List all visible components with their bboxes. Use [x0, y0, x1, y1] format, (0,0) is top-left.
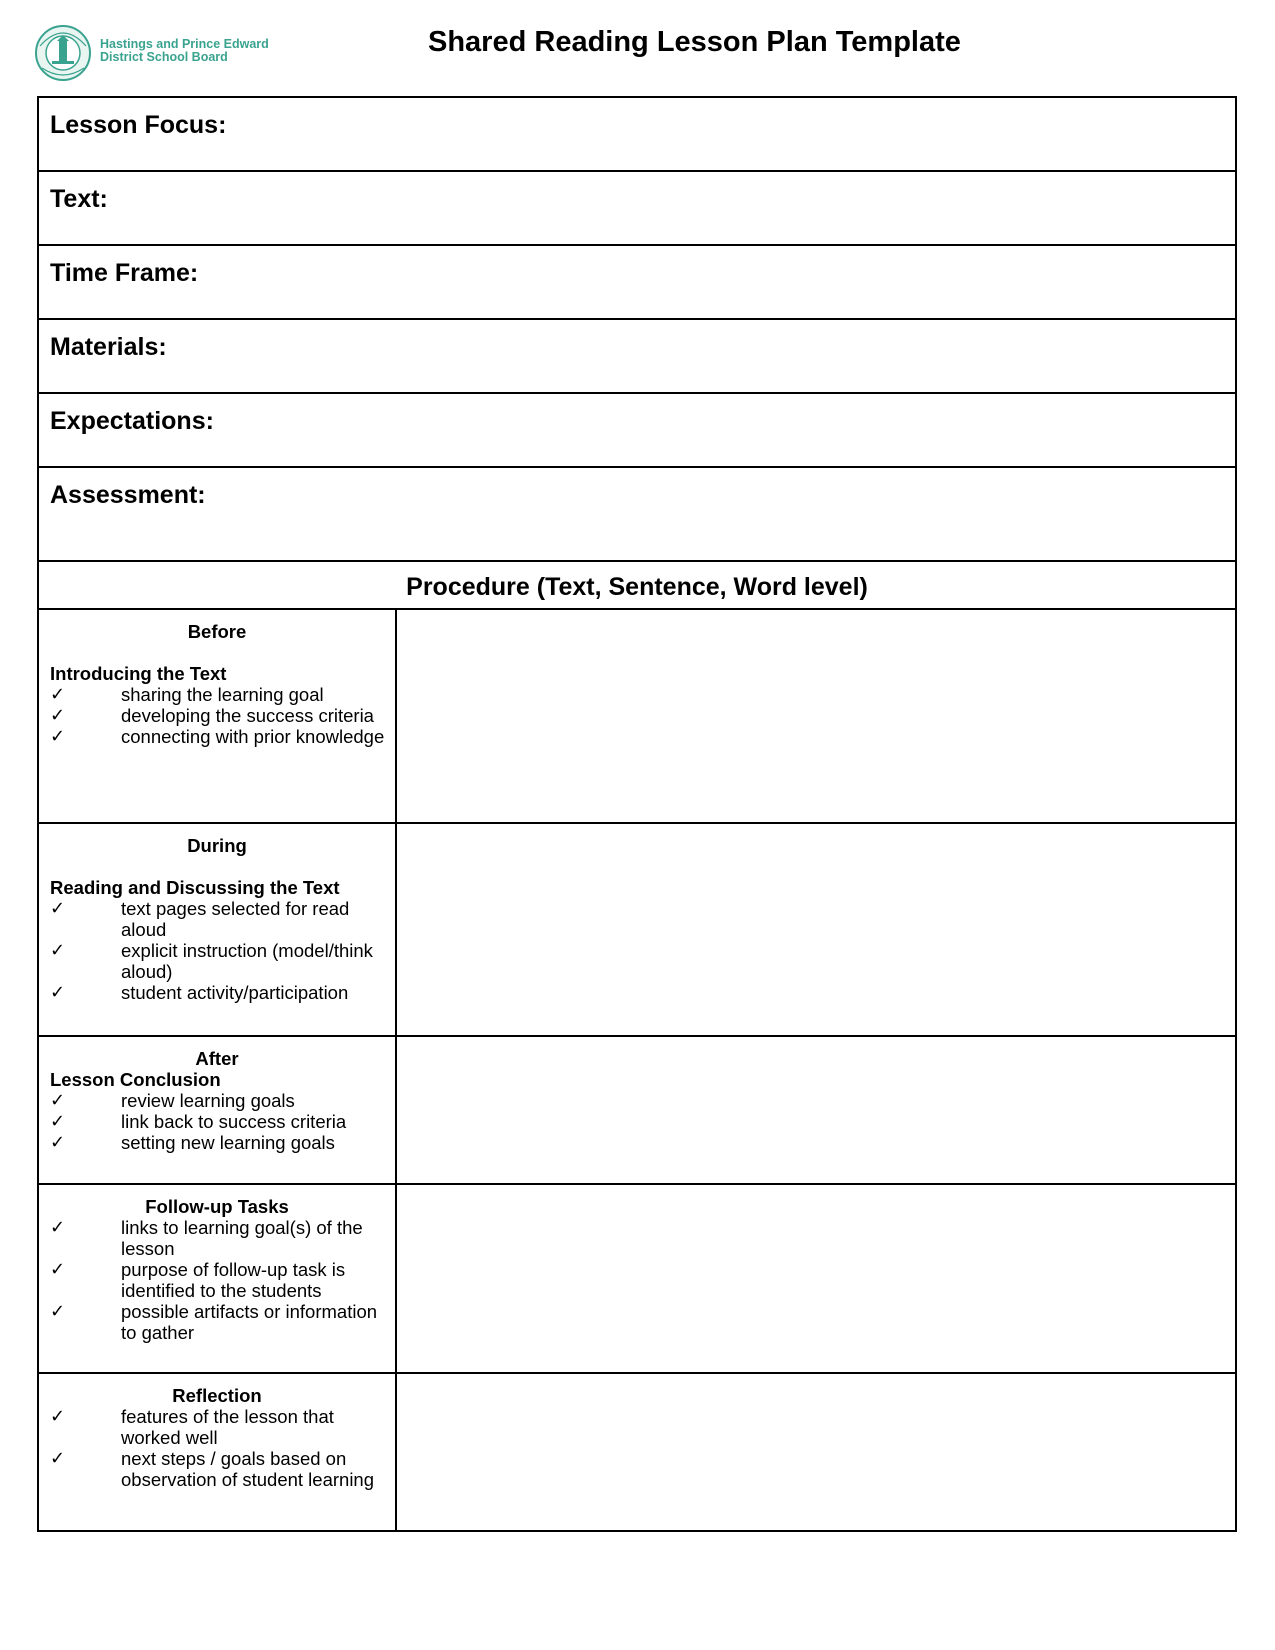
stage-guide — [39, 1037, 395, 1183]
list-item — [50, 1217, 385, 1259]
check-icon: ✓ — [50, 1132, 66, 1153]
stage-subtitle: Reading and Discussing the Text — [50, 877, 340, 898]
check-icon: ✓ — [50, 684, 66, 705]
stage-title: Reflection — [172, 1385, 262, 1406]
checklist — [50, 684, 385, 747]
check-icon: ✓ — [50, 1406, 66, 1427]
stage-notes-follow-up[interactable] — [397, 1185, 1235, 1372]
page-title: Shared Reading Lesson Plan Template — [428, 26, 961, 58]
field-label: Materials: — [50, 333, 167, 361]
item-text: next steps / goals based on observation of student learning — [121, 1448, 375, 1490]
item-text: link back to success criteria — [121, 1111, 347, 1132]
list-item — [50, 684, 385, 705]
list-item — [50, 1090, 385, 1111]
stage-after — [39, 1037, 1235, 1185]
field-label: Assessment: — [50, 481, 206, 509]
stage-follow-up — [39, 1185, 1235, 1374]
field-lesson-focus[interactable] — [39, 98, 1235, 172]
item-text: connecting with prior knowledge — [121, 726, 385, 747]
item-text: sharing the learning goal — [121, 684, 324, 705]
checklist — [50, 1217, 385, 1343]
item-text: review learning goals — [121, 1090, 295, 1111]
list-item — [50, 1259, 385, 1301]
school-seal-icon — [34, 24, 94, 82]
procedure-header — [39, 562, 1235, 610]
item-text: features of the lesson that worked well — [121, 1406, 334, 1448]
item-text: setting new learning goals — [121, 1132, 335, 1153]
org-line-1: Hastings and Prince Edward — [100, 37, 269, 51]
list-item — [50, 1448, 385, 1490]
stage-guide — [39, 824, 395, 1035]
check-icon: ✓ — [50, 940, 66, 961]
check-icon: ✓ — [50, 1259, 66, 1280]
stage-guide — [39, 610, 395, 822]
checklist — [50, 898, 385, 1003]
stage-title: Before — [187, 621, 247, 642]
list-item — [50, 726, 385, 747]
stage-notes-before[interactable] — [397, 610, 1235, 822]
list-item — [50, 1111, 385, 1132]
check-icon: ✓ — [50, 982, 66, 1003]
field-label: Time Frame: — [50, 259, 199, 287]
check-icon: ✓ — [50, 1090, 66, 1111]
stage-notes-after[interactable] — [397, 1037, 1235, 1183]
item-text: explicit instruction (model/think aloud) — [121, 940, 373, 982]
check-icon: ✓ — [50, 1448, 66, 1469]
item-text: links to learning goal(s) of the lesson — [121, 1217, 363, 1259]
checklist — [50, 1406, 385, 1490]
school-board-name — [100, 38, 269, 64]
stage-title: Follow-up Tasks — [145, 1196, 289, 1217]
check-icon: ✓ — [50, 1217, 66, 1238]
stage-reflection — [39, 1374, 1235, 1530]
field-expectations[interactable] — [39, 394, 1235, 468]
field-label: Lesson Focus: — [50, 111, 227, 139]
item-text: developing the success criteria — [121, 705, 374, 726]
org-line-2: District School Board — [100, 50, 228, 64]
list-item — [50, 898, 385, 940]
stage-title: After — [195, 1048, 239, 1069]
stage-guide — [39, 1185, 395, 1372]
stage-before — [39, 610, 1235, 824]
list-item — [50, 1132, 385, 1153]
stage-guide — [39, 1374, 395, 1530]
stage-during — [39, 824, 1235, 1037]
procedure-title: Procedure (Text, Sentence, Word level) — [406, 573, 868, 601]
stage-subtitle: Lesson Conclusion — [50, 1069, 221, 1090]
list-item — [50, 940, 385, 982]
item-text: purpose of follow-up task is identified to the students — [121, 1259, 346, 1301]
stage-subtitle: Introducing the Text — [50, 663, 227, 684]
item-text: student activity/participation — [121, 982, 349, 1003]
check-icon: ✓ — [50, 705, 66, 726]
item-text: text pages selected for read aloud — [121, 898, 350, 940]
list-item — [50, 1301, 385, 1343]
field-assessment[interactable] — [39, 468, 1235, 562]
check-icon: ✓ — [50, 898, 66, 919]
stage-notes-reflection[interactable] — [397, 1374, 1235, 1530]
field-label: Expectations: — [50, 407, 214, 435]
check-icon: ✓ — [50, 1111, 66, 1132]
school-board-logo — [34, 24, 269, 82]
lesson-plan-form — [37, 96, 1237, 1532]
list-item — [50, 1406, 385, 1448]
item-text: possible artifacts or information to gather — [121, 1301, 378, 1343]
check-icon: ✓ — [50, 1301, 66, 1322]
check-icon: ✓ — [50, 726, 66, 747]
field-label: Text: — [50, 185, 108, 213]
field-materials[interactable] — [39, 320, 1235, 394]
list-item — [50, 982, 385, 1003]
field-text[interactable] — [39, 172, 1235, 246]
list-item — [50, 705, 385, 726]
stage-notes-during[interactable] — [397, 824, 1235, 1035]
field-time-frame[interactable] — [39, 246, 1235, 320]
stage-title: During — [187, 835, 247, 856]
checklist — [50, 1090, 385, 1153]
